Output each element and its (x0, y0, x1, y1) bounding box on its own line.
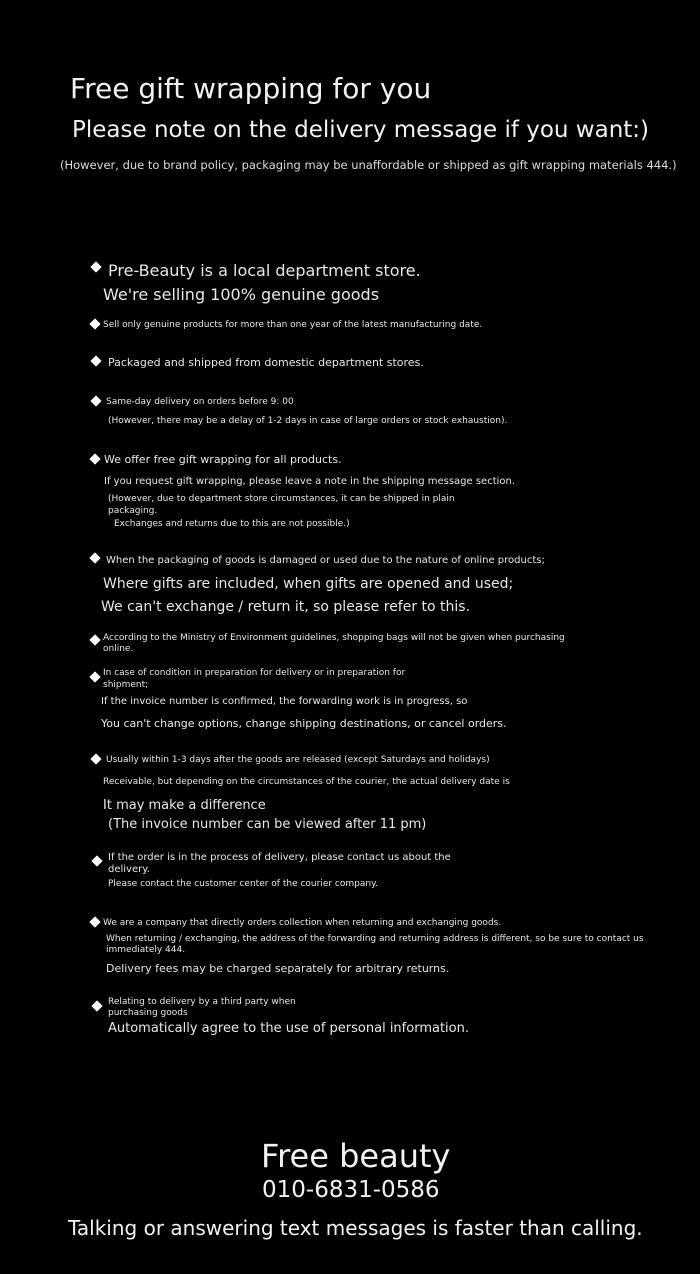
bullet-diamond-icon (89, 453, 100, 464)
bullet-diamond-icon (89, 552, 100, 563)
notice-text: You can't change options, change shipping destinations, or cancel orders. (101, 717, 507, 730)
notice-text: Automatically agree to the use of personal information. (108, 1021, 469, 1036)
notice-text: If the order is in the process of delivery, please contact us about the (108, 852, 451, 863)
notice-text: Exchanges and returns due to this are not possible.) (114, 519, 350, 529)
notice-text: immediately 444. (106, 945, 186, 955)
notice-text: shipment; (103, 680, 149, 690)
notice-text: We're selling 100% genuine goods (103, 285, 380, 304)
bullet-diamond-icon (90, 753, 101, 764)
bullet-diamond-icon (89, 634, 100, 645)
notice-text: When the packaging of goods is damaged or used due to the nature of online products; (106, 555, 545, 566)
notice-text: delivery. (108, 864, 150, 875)
notice-text: When returning / exchanging, the address of the forwarding and returning address is different, so be sure to contact us (106, 934, 644, 944)
notice-text: We can't exchange / return it, so please refer to this. (101, 599, 471, 615)
notice-text: Packaged and shipped from domestic department stores. (108, 356, 424, 369)
notice-text: It may make a difference (103, 798, 266, 813)
notice-text: We offer free gift wrapping for all products. (104, 453, 342, 466)
page-subtitle: Please note on the delivery message if you want:) (72, 117, 650, 143)
notice-text: Where gifts are included, when gifts are opened and used; (103, 576, 514, 592)
bullet-diamond-icon (90, 261, 101, 272)
notice-text: Please contact the customer center of the courier company. (108, 879, 378, 889)
notice-text: If you request gift wrapping, please leave a note in the shipping message section. (104, 476, 516, 487)
bullet-diamond-icon (90, 355, 101, 366)
brand-policy-note: (However, due to brand policy, packaging may be unaffordable or shipped as gift wrapping materials 444.) (60, 158, 677, 172)
notice-text: Same-day delivery on orders before 9: 00 (106, 397, 294, 407)
bullet-diamond-icon (89, 916, 100, 927)
notice-text: Delivery fees may be charged separately for arbitrary returns. (106, 962, 450, 975)
notice-text: (However, there may be a delay of 1-2 days in case of large orders or stock exhaustion). (108, 416, 508, 426)
bullet-diamond-icon (89, 671, 100, 682)
notice-text: Relating to delivery by a third party when (108, 997, 296, 1007)
notice-text: Receivable, but depending on the circumstances of the courier, the actual delivery date is (103, 777, 510, 787)
notice-text: purchasing goods (108, 1008, 188, 1018)
contact-tagline: Talking or answering text messages is faster than calling. (68, 1216, 643, 1240)
notice-text: (However, due to department store circumstances, it can be shipped in plain (108, 494, 455, 504)
notice-text: If the invoice number is confirmed, the forwarding work is in progress, so (101, 696, 468, 707)
notice-text: packaging. (108, 506, 158, 516)
bullet-diamond-icon (91, 855, 102, 866)
brand-name: Free beauty (261, 1137, 451, 1175)
notice-text: We are a company that directly orders collection when returning and exchanging goods. (103, 918, 502, 928)
page-title: Free gift wrapping for you (70, 72, 432, 105)
notice-text: According to the Ministry of Environment guidelines, shopping bags will not be given when purchasing (103, 633, 565, 643)
notice-text: Usually within 1-3 days after the goods are released (except Saturdays and holidays) (106, 755, 490, 765)
notice-text: In case of condition in preparation for delivery or in preparation for (103, 668, 406, 678)
notice-text: Pre-Beauty is a local department store. (108, 261, 421, 280)
notice-text: (The invoice number can be viewed after 11 pm) (108, 817, 427, 832)
bullet-diamond-icon (89, 318, 100, 329)
bullet-diamond-icon (90, 395, 101, 406)
phone-number: 010-6831-0586 (262, 1177, 440, 1203)
bullet-diamond-icon (91, 1000, 102, 1011)
notice-text: online. (103, 644, 134, 654)
notice-text: Sell only genuine products for more than one year of the latest manufacturing date. (103, 320, 483, 330)
